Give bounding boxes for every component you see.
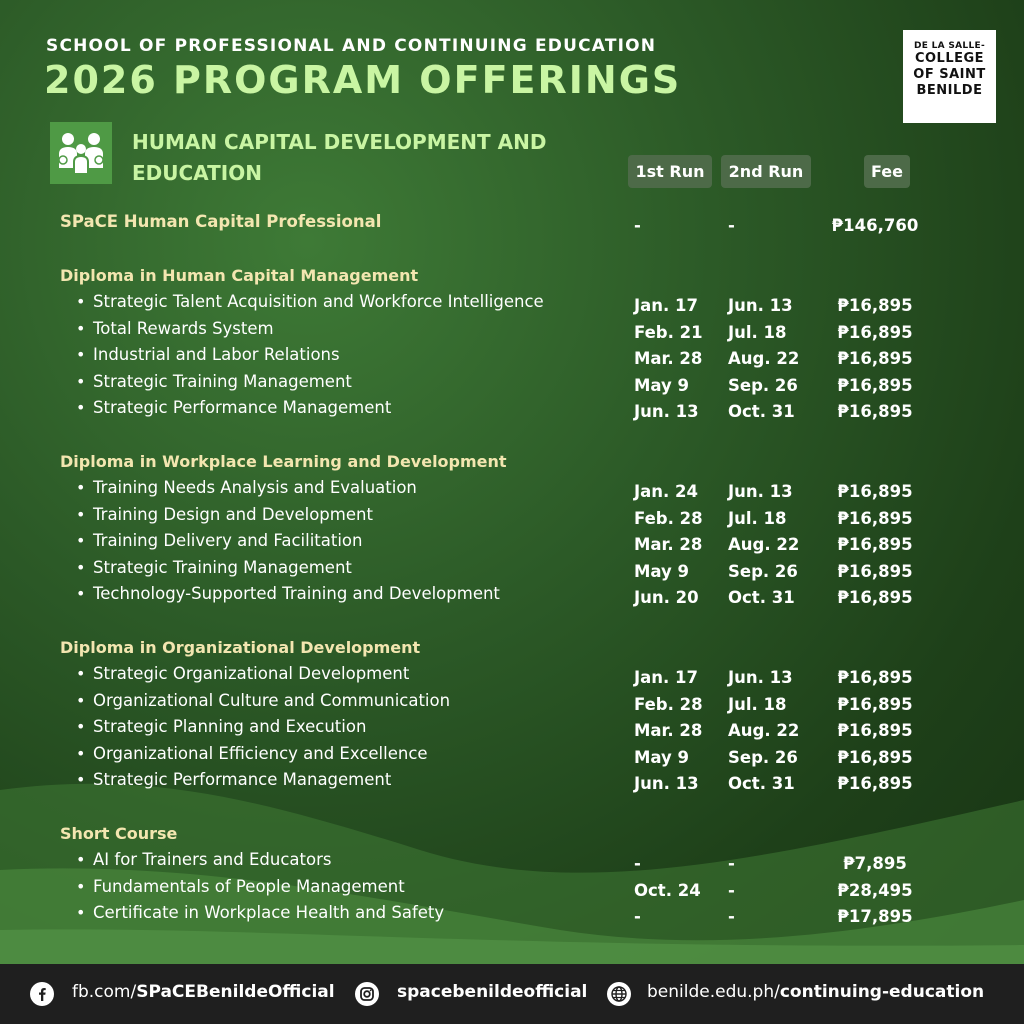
table-row <box>0 903 1024 929</box>
fee: ₱16,895 <box>837 482 913 501</box>
run2-date: Jul. 18 <box>728 695 787 714</box>
instagram-link[interactable] <box>397 982 587 1002</box>
fee: ₱16,895 <box>837 562 913 581</box>
bullet: • <box>76 345 86 364</box>
run2-date: - <box>728 907 735 926</box>
bullet: • <box>76 850 86 869</box>
table-row <box>0 717 1024 743</box>
section-title: Diploma in Organizational Development <box>60 638 421 657</box>
fee: ₱28,495 <box>837 881 913 900</box>
logo-line-3: OF SAINT <box>913 67 986 82</box>
run2-date: Aug. 22 <box>728 721 800 740</box>
run1-date: - <box>634 907 641 926</box>
fee: ₱16,895 <box>837 721 913 740</box>
course-name: Strategic Organizational Development <box>93 664 410 683</box>
run1-date: Jan. 17 <box>634 668 698 687</box>
run1-date: - <box>634 854 641 873</box>
fee: ₱16,895 <box>837 296 913 315</box>
course-name: Organizational Efficiency and Excellence <box>93 744 428 763</box>
section-title: Diploma in Workplace Learning and Development <box>60 452 507 471</box>
run1-date: Oct. 24 <box>634 881 701 900</box>
bullet: • <box>76 558 86 577</box>
table-row <box>0 664 1024 690</box>
section-title: Short Course <box>60 824 178 843</box>
table-row <box>0 478 1024 504</box>
bullet: • <box>76 372 86 391</box>
run2-date: Jul. 18 <box>728 509 787 528</box>
table-row <box>0 345 1024 371</box>
course-name: Strategic Planning and Execution <box>93 717 367 736</box>
run1-date: Mar. 28 <box>634 349 703 368</box>
fee: ₱16,895 <box>837 535 913 554</box>
run2-date: - <box>728 881 735 900</box>
featured-run1: - <box>634 216 641 235</box>
featured-program-name: SPaCE Human Capital Professional <box>60 212 382 231</box>
table-row <box>0 319 1024 345</box>
table-row <box>0 691 1024 717</box>
run1-date: Jan. 24 <box>634 482 698 501</box>
fee: ₱7,895 <box>843 854 907 873</box>
fee: ₱16,895 <box>837 509 913 528</box>
column-header-2nd-run: 2nd Run <box>721 155 811 188</box>
page-title: 2026 PROGRAM OFFERINGS <box>44 58 682 102</box>
website-path: continuing-education <box>779 982 985 1002</box>
table-row <box>0 505 1024 531</box>
run1-date: Jun. 20 <box>634 588 699 607</box>
fee: ₱16,895 <box>837 402 913 421</box>
fee: ₱16,895 <box>837 695 913 714</box>
run2-date: Jun. 13 <box>728 668 793 687</box>
fee: ₱16,895 <box>837 323 913 342</box>
bullet: • <box>76 478 86 497</box>
table-row <box>0 292 1024 318</box>
fee: ₱16,895 <box>837 748 913 767</box>
featured-program-row <box>0 212 1024 238</box>
bullet: • <box>76 584 86 603</box>
run1-date: Mar. 28 <box>634 535 703 554</box>
course-name: Strategic Performance Management <box>93 770 392 789</box>
category-title: HUMAN CAPITAL DEVELOPMENT AND EDUCATION <box>132 130 547 185</box>
website-prefix: benilde.edu.ph/ <box>647 982 780 1002</box>
course-name: Strategic Training Management <box>93 558 352 577</box>
run1-date: May 9 <box>634 562 690 581</box>
bullet: • <box>76 744 86 763</box>
run2-date: Sep. 26 <box>728 748 798 767</box>
run1-date: Jun. 13 <box>634 774 699 793</box>
section-title: Diploma in Human Capital Management <box>60 266 419 285</box>
run2-date: Jun. 13 <box>728 296 793 315</box>
run1-date: Feb. 21 <box>634 323 703 342</box>
instagram-handle: spacebenildeofficial <box>397 982 588 1002</box>
run2-date: Aug. 22 <box>728 535 800 554</box>
table-row <box>0 770 1024 796</box>
table-row <box>0 850 1024 876</box>
run2-date: Sep. 26 <box>728 376 798 395</box>
table-row <box>0 744 1024 770</box>
bullet: • <box>76 717 86 736</box>
fee: ₱16,895 <box>837 668 913 687</box>
bullet: • <box>76 398 86 417</box>
run2-date: Aug. 22 <box>728 349 800 368</box>
facebook-link[interactable] <box>72 982 335 1002</box>
run1-date: Mar. 28 <box>634 721 703 740</box>
bullet: • <box>76 770 86 789</box>
run1-date: May 9 <box>634 376 690 395</box>
bullet: • <box>76 877 86 896</box>
bullet: • <box>76 292 86 311</box>
featured-fee: ₱146,760 <box>831 216 919 235</box>
fee: ₱16,895 <box>837 774 913 793</box>
run1-date: Jun. 13 <box>634 402 699 421</box>
table-row <box>0 372 1024 398</box>
run2-date: Oct. 31 <box>728 588 795 607</box>
fee: ₱16,895 <box>837 349 913 368</box>
column-header-fee: Fee <box>864 155 910 188</box>
column-header-1st-run: 1st Run <box>628 155 712 188</box>
featured-run2: - <box>728 216 735 235</box>
table-row <box>0 558 1024 584</box>
people-group-icon <box>50 122 112 184</box>
logo-line-4: BENILDE <box>916 83 983 98</box>
school-subtitle: SCHOOL OF PROFESSIONAL AND CONTINUING EDUCATION <box>46 36 657 56</box>
facebook-icon[interactable] <box>30 982 54 1006</box>
run2-date: Jun. 13 <box>728 482 793 501</box>
bullet: • <box>76 691 86 710</box>
logo-line-2: COLLEGE <box>914 51 985 66</box>
course-name: Total Rewards System <box>93 319 274 338</box>
course-name: Technology-Supported Training and Development <box>93 584 500 603</box>
fee: ₱16,895 <box>837 376 913 395</box>
logo-line-1: DE LA SALLE- <box>914 41 985 51</box>
run2-date: Oct. 31 <box>728 774 795 793</box>
table-row <box>0 398 1024 424</box>
run2-date: Oct. 31 <box>728 402 795 421</box>
run1-date: May 9 <box>634 748 690 767</box>
course-name: Strategic Performance Management <box>93 398 392 417</box>
college-logo <box>903 30 996 123</box>
run2-date: - <box>728 854 735 873</box>
run1-date: Feb. 28 <box>634 695 703 714</box>
course-name: Fundamentals of People Management <box>93 877 405 896</box>
table-row <box>0 584 1024 610</box>
course-name: Training Design and Development <box>93 505 373 524</box>
globe-icon[interactable] <box>607 982 631 1006</box>
run2-date: Sep. 26 <box>728 562 798 581</box>
facebook-prefix: fb.com/ <box>72 982 137 1002</box>
course-name: Training Delivery and Facilitation <box>93 531 363 550</box>
footer-bar <box>0 964 1024 1024</box>
bullet: • <box>76 505 86 524</box>
website-link[interactable] <box>647 982 984 1002</box>
table-row <box>0 531 1024 557</box>
bullet: • <box>76 664 86 683</box>
table-row <box>0 877 1024 903</box>
course-name: Strategic Talent Acquisition and Workforce Intelligence <box>93 292 544 311</box>
bullet: • <box>76 319 86 338</box>
instagram-icon[interactable] <box>355 982 379 1006</box>
fee: ₱17,895 <box>837 907 913 926</box>
run2-date: Jul. 18 <box>728 323 787 342</box>
bullet: • <box>76 531 86 550</box>
course-name: Strategic Training Management <box>93 372 352 391</box>
fee: ₱16,895 <box>837 588 913 607</box>
facebook-handle: SPaCEBenildeOfficial <box>136 982 335 1002</box>
course-name: Certificate in Workplace Health and Safety <box>93 903 445 922</box>
bullet: • <box>76 903 86 922</box>
course-name: Industrial and Labor Relations <box>93 345 340 364</box>
course-name: AI for Trainers and Educators <box>93 850 332 869</box>
run1-date: Feb. 28 <box>634 509 703 528</box>
course-name: Organizational Culture and Communication <box>93 691 451 710</box>
run1-date: Jan. 17 <box>634 296 698 315</box>
course-name: Training Needs Analysis and Evaluation <box>93 478 417 497</box>
